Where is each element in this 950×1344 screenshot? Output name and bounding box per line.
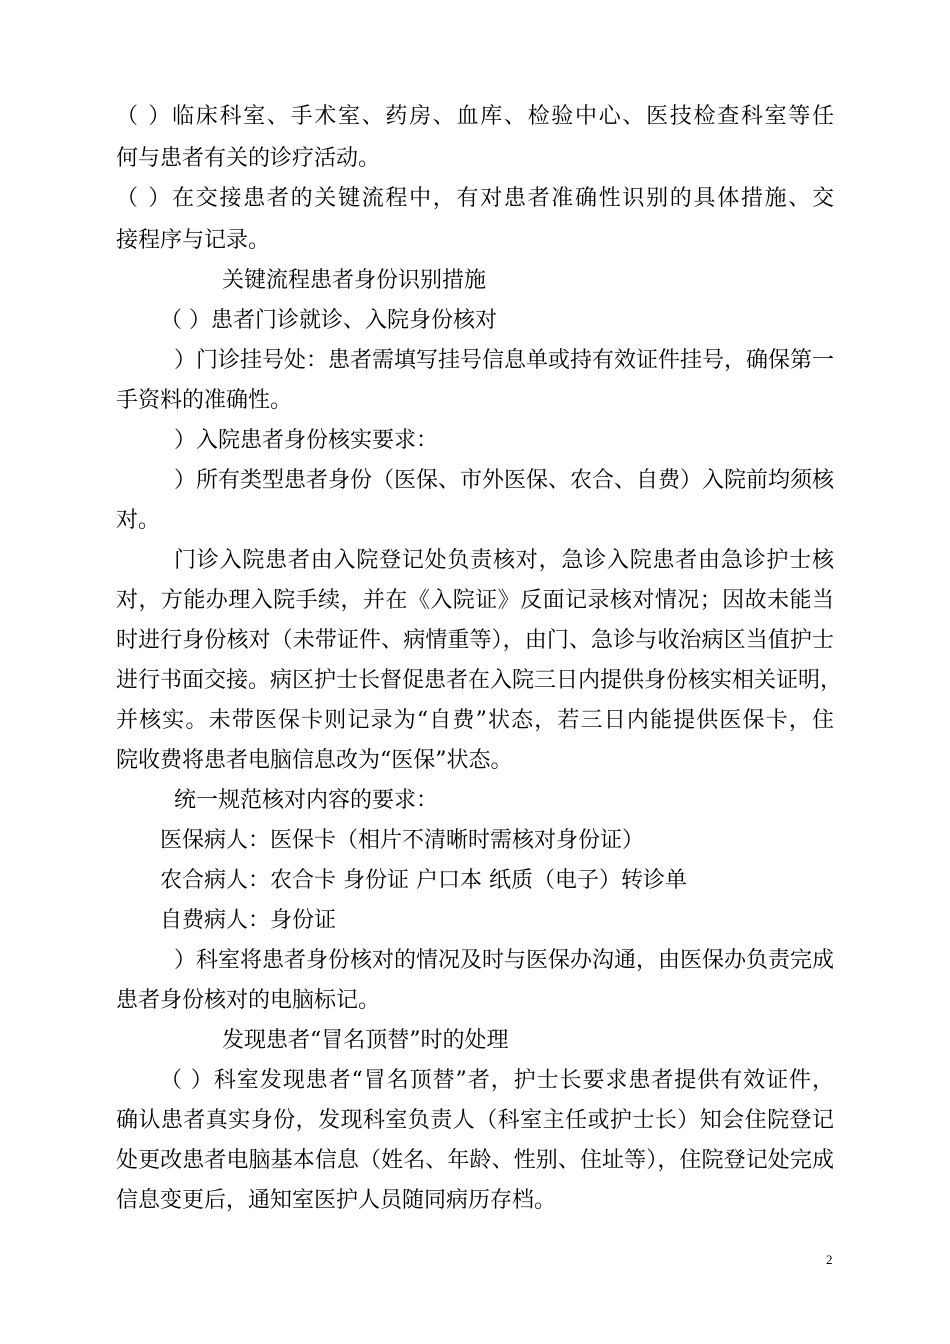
section-heading: 关键流程患者身份识别措施 — [222, 268, 487, 293]
text-line: 时进行身份核对（未带证件、病情重等），由门、急诊与收治病区当值护士 — [116, 628, 834, 653]
text-line: （ ）科室发现患者“冒名顶替”者，护士长要求患者提供有效证件， — [160, 1068, 834, 1093]
text-line: 并核实。未带医保卡则记录为“自费”状态，若三日内能提供医保卡，住 — [116, 708, 834, 733]
page-number: 2 — [826, 1252, 833, 1267]
text-line: 何与患者有关的诊疗活动。 — [116, 146, 381, 171]
text-line: 进行书面交接。病区护士长督促患者在入院三日内提供身份核实相关证明， — [116, 668, 843, 693]
text-line: （ ）在交接患者的关键流程中，有对患者准确性识别的具体措施、交 — [116, 186, 834, 211]
text-line: 医保病人：医保卡（相片不清晰时需核对身份证） — [160, 828, 645, 853]
text-line: 统一规范核对内容的要求： — [174, 788, 439, 813]
text-line: 患者身份核对的电脑标记。 — [116, 988, 381, 1013]
text-line: 对。 — [116, 508, 161, 533]
text-line: 自费病人：身份证 — [160, 908, 337, 933]
section-heading: 发现患者“冒名顶替”时的处理 — [222, 1028, 509, 1053]
text-line: 农合病人：农合卡 身份证 户口本 纸质（电子）转诊单 — [160, 868, 687, 893]
text-line: 接程序与记录。 — [116, 228, 271, 253]
text-line: 门诊入院患者由入院登记处负责核对，急诊入院患者由急诊护士核 — [174, 548, 834, 573]
text-line: 确认患者真实身份，发现科室负责人（科室主任或护士长）知会住院登记 — [116, 1108, 834, 1133]
text-line: （ ）临床科室、手术室、药房、血库、检验中心、医技检查科室等任 — [116, 104, 834, 129]
text-line: （ ）患者门诊就诊、入院身份核对 — [160, 308, 497, 333]
text-line: 院收费将患者电脑信息改为“医保”状态。 — [116, 748, 513, 773]
text-line: 手资料的准确性。 — [116, 388, 293, 413]
text-line: ）入院患者身份核实要求： — [174, 428, 439, 453]
text-line: ）科室将患者身份核对的情况及时与医保办沟通，由医保办负责完成 — [174, 948, 835, 973]
text-line: ）所有类型患者身份（医保、市外医保、农合、自费）入院前均须核 — [174, 468, 835, 493]
text-line: 对，方能办理入院手续，并在《入院证》反面记录核对情况；因故未能当 — [116, 588, 834, 613]
text-line: 信息变更后，通知室医护人员随同病历存档。 — [116, 1188, 557, 1213]
text-line: ）门诊挂号处：患者需填写挂号信息单或持有效证件挂号，确保第一 — [174, 348, 835, 373]
text-line: 处更改患者电脑基本信息（姓名、年龄、性别、住址等），住院登记处完成 — [116, 1148, 834, 1173]
